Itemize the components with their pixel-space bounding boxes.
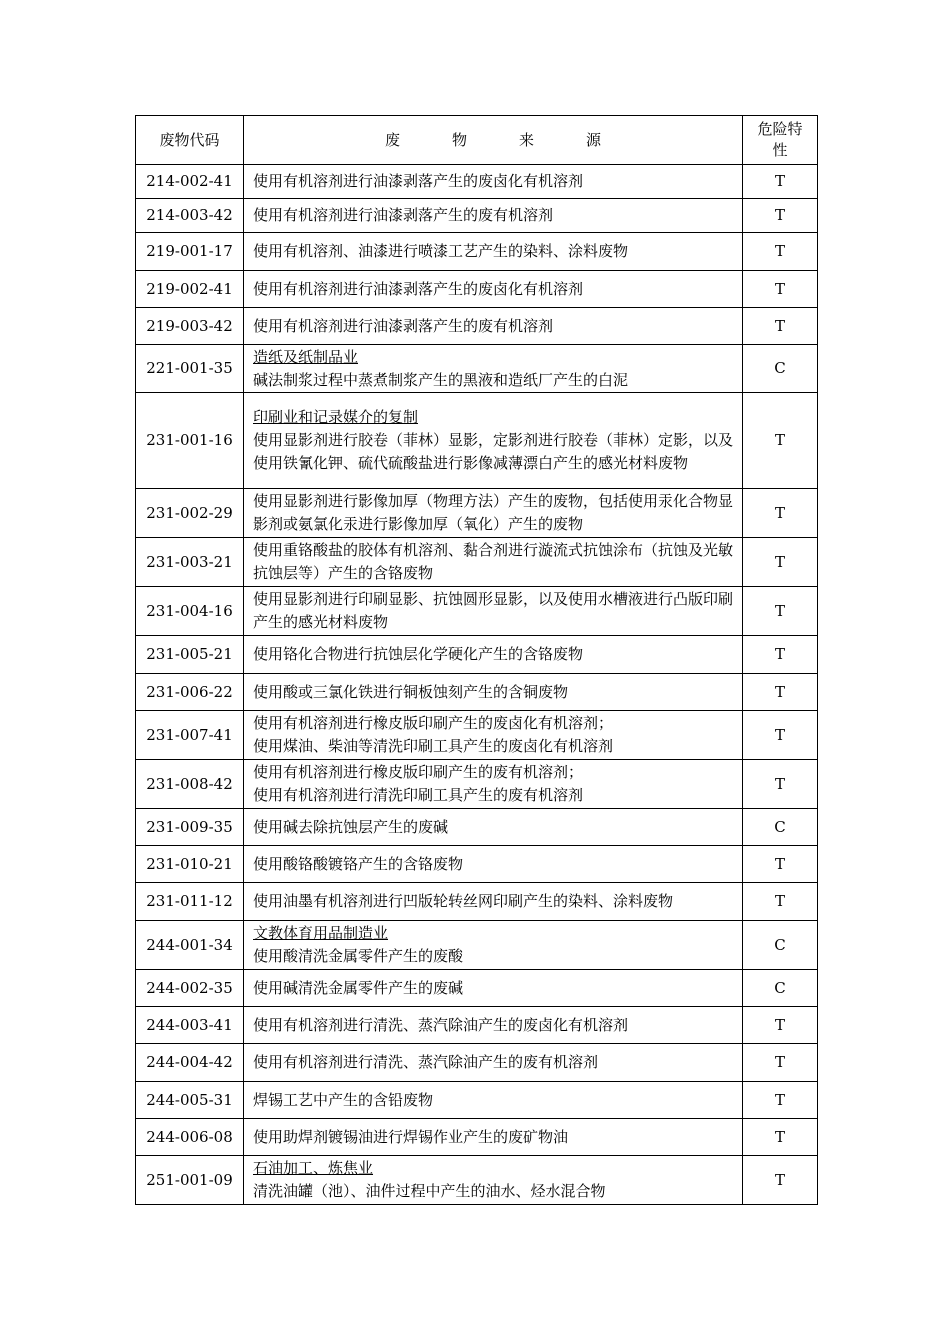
waste-source-cell	[244, 587, 743, 636]
table-row	[136, 271, 818, 308]
waste-source-cell	[244, 921, 743, 970]
hazardous-waste-table	[135, 115, 818, 1205]
waste-source-cell	[244, 1044, 743, 1082]
waste-code-cell: 221-001-35	[136, 345, 244, 393]
waste-source-cell	[244, 711, 743, 760]
waste-source-text: 使用显影剂进行印刷显影、抗蚀圆形显影，以及使用水槽液进行凸版印刷产生的感光材料废物	[253, 590, 734, 631]
table-row	[136, 199, 818, 233]
waste-source-cell	[244, 1082, 743, 1119]
header-waste-code: 废物代码	[136, 116, 244, 165]
hazard-property-cell: T	[743, 587, 818, 636]
waste-source-text: 使用煤油、柴油等清洗印刷工具产生的废卤化有机溶剂	[253, 737, 614, 755]
waste-source-text: 清洗油罐（池）、油件过程中产生的油水、烃水混合物	[253, 1182, 606, 1200]
hazard-property-cell: T	[743, 199, 818, 233]
waste-source-text: 使用有机溶剂进行清洗印刷工具产生的废有机溶剂	[253, 786, 584, 804]
waste-source-text: 使用显影剂进行影像加厚（物理方法）产生的废物，包括使用汞化合物显影剂或氨氯化汞进行影像加厚（氧化）产生的废物	[253, 492, 734, 533]
waste-code-cell: 214-002-41	[136, 165, 244, 199]
industry-category-label: 石油加工、炼焦业	[253, 1159, 374, 1177]
hazard-property-cell: C	[743, 809, 818, 846]
table-row	[136, 809, 818, 846]
waste-source-text: 使用有机溶剂、油漆进行喷漆工艺产生的染料、涂料废物	[253, 242, 629, 260]
hazard-property-cell: T	[743, 636, 818, 674]
waste-code-cell: 231-003-21	[136, 538, 244, 587]
hazard-property-cell: T	[743, 165, 818, 199]
hazard-property-cell: T	[743, 1007, 818, 1044]
table-row	[136, 1119, 818, 1156]
waste-source-cell	[244, 970, 743, 1007]
header-waste-source	[244, 116, 743, 165]
table-row	[136, 970, 818, 1007]
hazard-property-cell: C	[743, 345, 818, 393]
hazard-property-cell: T	[743, 308, 818, 345]
waste-code-cell: 244-004-42	[136, 1044, 244, 1082]
hazard-property-cell: T	[743, 1119, 818, 1156]
waste-source-cell	[244, 233, 743, 271]
waste-source-text: 使用有机溶剂进行油漆剥落产生的废有机溶剂	[253, 316, 554, 335]
hazard-property-cell: T	[743, 538, 818, 587]
waste-source-text: 使用显影剂进行胶卷（菲林）显影，定影剂进行胶卷（菲林）定影，以及使用铁氰化钾、硫代硫酸盐进行影像减薄漂白产生的感光材料废物	[253, 431, 734, 472]
hazard-property-cell: T	[743, 711, 818, 760]
table-row	[136, 636, 818, 674]
waste-code-cell: 244-002-35	[136, 970, 244, 1007]
waste-source-text: 碱法制浆过程中蒸煮制浆产生的黑液和造纸厂产生的白泥	[253, 370, 629, 389]
waste-source-cell	[244, 674, 743, 711]
hazard-property-cell: T	[743, 1044, 818, 1082]
waste-source-cell	[244, 1119, 743, 1156]
waste-code-cell: 231-001-16	[136, 393, 244, 489]
waste-source-text: 使用有机溶剂进行清洗、蒸汽除油产生的废卤化有机溶剂	[253, 1015, 629, 1034]
waste-code-cell: 231-008-42	[136, 760, 244, 809]
table-row	[136, 760, 818, 809]
waste-code-cell: 219-001-17	[136, 233, 244, 271]
waste-source-text: 使用有机溶剂进行油漆剥落产生的废卤化有机溶剂	[253, 172, 584, 190]
industry-category-label: 造纸及纸制品业	[253, 347, 359, 366]
table-row	[136, 883, 818, 921]
table-row	[136, 308, 818, 345]
waste-code-cell: 231-010-21	[136, 846, 244, 883]
waste-source-text: 使用碱去除抗蚀层产生的废碱	[253, 817, 449, 836]
waste-source-text: 使用碱清洗金属零件产生的废碱	[253, 978, 464, 997]
hazard-property-cell: T	[743, 489, 818, 538]
hazard-property-cell: T	[743, 1156, 818, 1205]
waste-source-text: 使用重铬酸盐的胶体有机溶剂、黏合剂进行漩流式抗蚀涂布（抗蚀及光敏抗蚀层等）产生的含铬废物	[253, 541, 734, 582]
table-body	[136, 165, 818, 1205]
hazard-property-cell: C	[743, 921, 818, 970]
waste-source-cell	[244, 809, 743, 846]
waste-code-cell: 251-001-09	[136, 1156, 244, 1205]
waste-source-text: 使用有机溶剂进行清洗、蒸汽除油产生的废有机溶剂	[253, 1053, 599, 1071]
waste-source-cell	[244, 538, 743, 587]
table-row	[136, 921, 818, 970]
table-row	[136, 1082, 818, 1119]
waste-source-text: 使用助焊剂镀锡油进行焊锡作业产生的废矿物油	[253, 1127, 569, 1146]
waste-source-text: 使用有机溶剂进行橡皮版印刷产生的废卤化有机溶剂；	[253, 714, 614, 732]
waste-source-text: 使用铬化合物进行抗蚀层化学硬化产生的含铬废物	[253, 645, 584, 663]
waste-code-cell: 244-001-34	[136, 921, 244, 970]
waste-source-text: 使用酸铬酸镀铬产生的含铬废物	[253, 854, 464, 873]
waste-code-cell: 231-011-12	[136, 883, 244, 921]
waste-code-cell: 231-004-16	[136, 587, 244, 636]
waste-source-text: 焊锡工艺中产生的含铅废物	[253, 1090, 434, 1109]
waste-code-cell: 214-003-42	[136, 199, 244, 233]
table-row	[136, 846, 818, 883]
waste-code-cell: 219-002-41	[136, 271, 244, 308]
waste-source-cell	[244, 393, 743, 489]
waste-code-cell: 231-005-21	[136, 636, 244, 674]
waste-code-cell: 244-003-41	[136, 1007, 244, 1044]
header-hazard-property: 危险特性	[743, 116, 818, 165]
table-row	[136, 1044, 818, 1082]
waste-source-cell	[244, 489, 743, 538]
waste-source-cell	[244, 760, 743, 809]
table-row	[136, 587, 818, 636]
table-row	[136, 538, 818, 587]
hazard-property-cell: T	[743, 846, 818, 883]
hazard-property-cell: T	[743, 883, 818, 921]
waste-source-cell	[244, 199, 743, 233]
waste-source-text: 使用油墨有机溶剂进行凹版轮转丝网印刷产生的染料、涂料废物	[253, 892, 674, 910]
waste-source-cell	[244, 1007, 743, 1044]
waste-code-cell: 231-002-29	[136, 489, 244, 538]
waste-source-text: 使用酸清洗金属零件产生的废酸	[253, 947, 464, 965]
table-row	[136, 165, 818, 199]
waste-source-cell	[244, 846, 743, 883]
table-row	[136, 489, 818, 538]
waste-source-text: 使用有机溶剂进行油漆剥落产生的废卤化有机溶剂	[253, 279, 584, 298]
waste-source-text: 使用有机溶剂进行橡皮版印刷产生的废有机溶剂；	[253, 763, 584, 781]
hazard-property-cell: C	[743, 970, 818, 1007]
table-row	[136, 711, 818, 760]
hazard-property-cell: T	[743, 674, 818, 711]
waste-code-cell: 231-009-35	[136, 809, 244, 846]
hazard-property-cell: T	[743, 393, 818, 489]
industry-category-label: 文教体育用品制造业	[253, 924, 389, 942]
waste-code-cell: 244-006-08	[136, 1119, 244, 1156]
table-row	[136, 233, 818, 271]
hazard-property-cell: T	[743, 271, 818, 308]
waste-source-cell	[244, 271, 743, 308]
table-row	[136, 345, 818, 393]
waste-source-text: 使用酸或三氯化铁进行铜板蚀刻产生的含铜废物	[253, 682, 569, 701]
hazard-property-cell: T	[743, 760, 818, 809]
industry-category-label: 印刷业和记录媒介的复制	[253, 408, 419, 426]
waste-source-cell	[244, 636, 743, 674]
table-row	[136, 674, 818, 711]
hazard-property-cell: T	[743, 233, 818, 271]
table-header-row	[136, 116, 818, 165]
waste-code-cell: 231-006-22	[136, 674, 244, 711]
hazard-property-cell: T	[743, 1082, 818, 1119]
waste-source-cell	[244, 308, 743, 345]
waste-source-cell	[244, 345, 743, 393]
waste-code-cell: 219-003-42	[136, 308, 244, 345]
table-row	[136, 1007, 818, 1044]
table-row	[136, 1156, 818, 1205]
table-row	[136, 393, 818, 489]
waste-source-cell	[244, 1156, 743, 1205]
waste-code-cell: 244-005-31	[136, 1082, 244, 1119]
waste-code-cell: 231-007-41	[136, 711, 244, 760]
waste-source-cell	[244, 165, 743, 199]
waste-source-text: 使用有机溶剂进行油漆剥落产生的废有机溶剂	[253, 206, 554, 224]
waste-source-cell	[244, 883, 743, 921]
header-waste-source-label: 废物来源	[384, 130, 653, 149]
